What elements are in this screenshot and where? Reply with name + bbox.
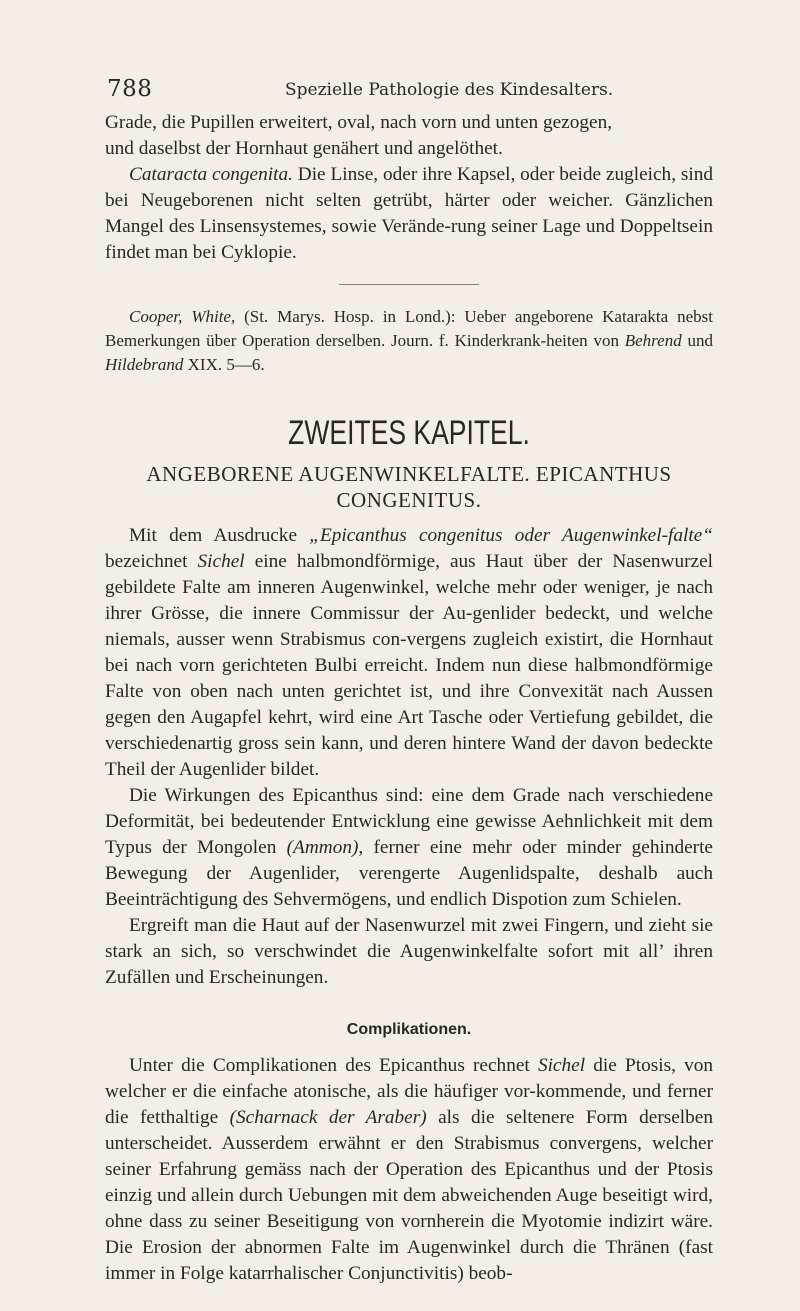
paragraph-text: Mit dem Ausdrucke bbox=[129, 525, 310, 546]
paragraph-line: und daselbst der Hornhaut genähert und angelöthet. bbox=[105, 138, 503, 159]
paragraph-definition bbox=[105, 523, 713, 783]
paragraph-text: Die Wirkungen des Epicanthus sind: eine dem Grade nach verschiedene Deformität, bei bedeutender Entwicklung eine gewisse Aehnlichkeit mit dem Typus der Mongolen bbox=[105, 785, 713, 858]
term-cataracta: Cataracta congenita. bbox=[129, 164, 293, 185]
chapter-title: ZWEITES KAPITEL. bbox=[288, 414, 530, 452]
citation: (Ammon) bbox=[286, 837, 359, 858]
term-epicanthus: „Epicanthus congenitus oder Augenwinkel-falte“ bbox=[309, 525, 713, 546]
paragraph-text: eine halbmondförmige, aus Haut über der Nasenwurzel gebildete Falte am inneren Augenwinkel, welche mehr oder weniger, je nach ihrer Grösse, die innere Commissur der Au-genlider bedeckt, und welche niemals, ausser wenn Strabismus con-vergens zugleich existirt, die Hornhaut bei nach vorn gerichteten Bulbi erreicht. Indem nun diese halbmondförmige Falte von oben nach unten gerichtet ist, und ihre Convexität nach Aussen gegen den Augapfel kehrt, wird eine Art Tasche oder Vertiefung gebildet, die verschiedenartig gross sein kann, und deren hintere Wand der davon bedeckte Theil der Augenlider bildet. bbox=[105, 551, 714, 780]
section-heading: Complikationen. bbox=[346, 1021, 472, 1038]
paragraph-effects bbox=[105, 783, 713, 913]
ref-editor: Behrend bbox=[624, 331, 682, 350]
ref-author: White, bbox=[191, 307, 236, 326]
ref-author: Cooper, bbox=[129, 307, 183, 326]
chapter-subtitle-line: ANGEBORENE AUGENWINKELFALTE. EPICANTHUS bbox=[146, 462, 672, 486]
chapter-subtitle-line: CONGENITUS. bbox=[336, 488, 482, 512]
ref-text: XIX. 5—6. bbox=[183, 355, 265, 374]
page-header bbox=[107, 76, 707, 106]
paragraph-text: als die seltenere Form derselben unterscheidet. Ausserdem erwähnt er den Strabismus convergens, welcher seiner Erfahrung gemäss nach der Operation des Epicanthus und der Ptosis einzig und allein durch Uebungen mit dem abweichenden Auge beseitigt wird, ohne dass zu seiner Beseitigung von vornherein die Myotomie indizirt wäre. Die Erosion der abnormen Falte im Augenwinkel durch die Thränen (fast immer in Folge katarrhalischer Conjunctivitis) beob- bbox=[105, 1107, 713, 1284]
paragraph-text: Unter die Complikationen des Epicanthus rechnet bbox=[129, 1055, 538, 1076]
paragraph-text: , ferner eine mehr oder minder gehinderte Bewegung der Augenlider, verengerte Augenlidspalte, deshalb auch Beeinträchtigung des Sehvermögens, und endlich Dispotion zum Schielen. bbox=[105, 837, 713, 910]
paragraph-text: bezeichnet bbox=[105, 551, 198, 572]
paragraph-cataracta bbox=[105, 162, 713, 266]
page-body bbox=[105, 110, 713, 1287]
paragraph-text: Die Linse, oder ihre Kapsel, oder beide zugleich, sind bei Neugeborenen nicht selten getrübt, härter oder weicher. Gänzlichen Mangel des Linsensystemes, sowie Verände-rung seiner Lage und Doppeltsein findet man bei Cyklopie. bbox=[105, 164, 714, 263]
paragraph-line: Grade, die Pupillen erweitert, oval, nach vorn und unten gezogen, bbox=[105, 112, 613, 133]
paragraph-text: Ergreift man die Haut auf der Nasenwurzel mit zwei Fingern, und zieht sie stark an sich, so verschwindet die Augenwinkelfalte sofort mit all’ ihren Zufällen und Erscheinungen. bbox=[105, 915, 713, 988]
paragraph-text: die Ptosis, von welcher er die einfache atonische, als die häufiger vor-kommende, und ferner die fetthaltige bbox=[105, 1055, 714, 1128]
paragraph-test bbox=[105, 913, 713, 991]
ref-editor: Hildebrand bbox=[105, 355, 184, 374]
chapter-subtitle bbox=[105, 461, 713, 513]
section-separator bbox=[339, 284, 479, 285]
paragraph-pupils bbox=[105, 110, 713, 162]
running-head: Spezielle Pathologie des Kindesalters. bbox=[285, 80, 614, 100]
paragraph-complications bbox=[105, 1053, 713, 1287]
page-number: 788 bbox=[107, 76, 153, 102]
ref-text: und bbox=[681, 331, 714, 350]
ref-text: (St. Marys. Hosp. in Lond.): Ueber angeborene Katarakta nebst Bemerkungen über Operation derselben. Journ. f. Kinderkrank-heiten von bbox=[105, 307, 714, 350]
author-name: Sichel bbox=[537, 1055, 586, 1076]
bibliographic-reference bbox=[105, 305, 713, 377]
citation: (Scharnack der Araber) bbox=[229, 1107, 427, 1128]
author-name: Sichel bbox=[197, 551, 245, 572]
